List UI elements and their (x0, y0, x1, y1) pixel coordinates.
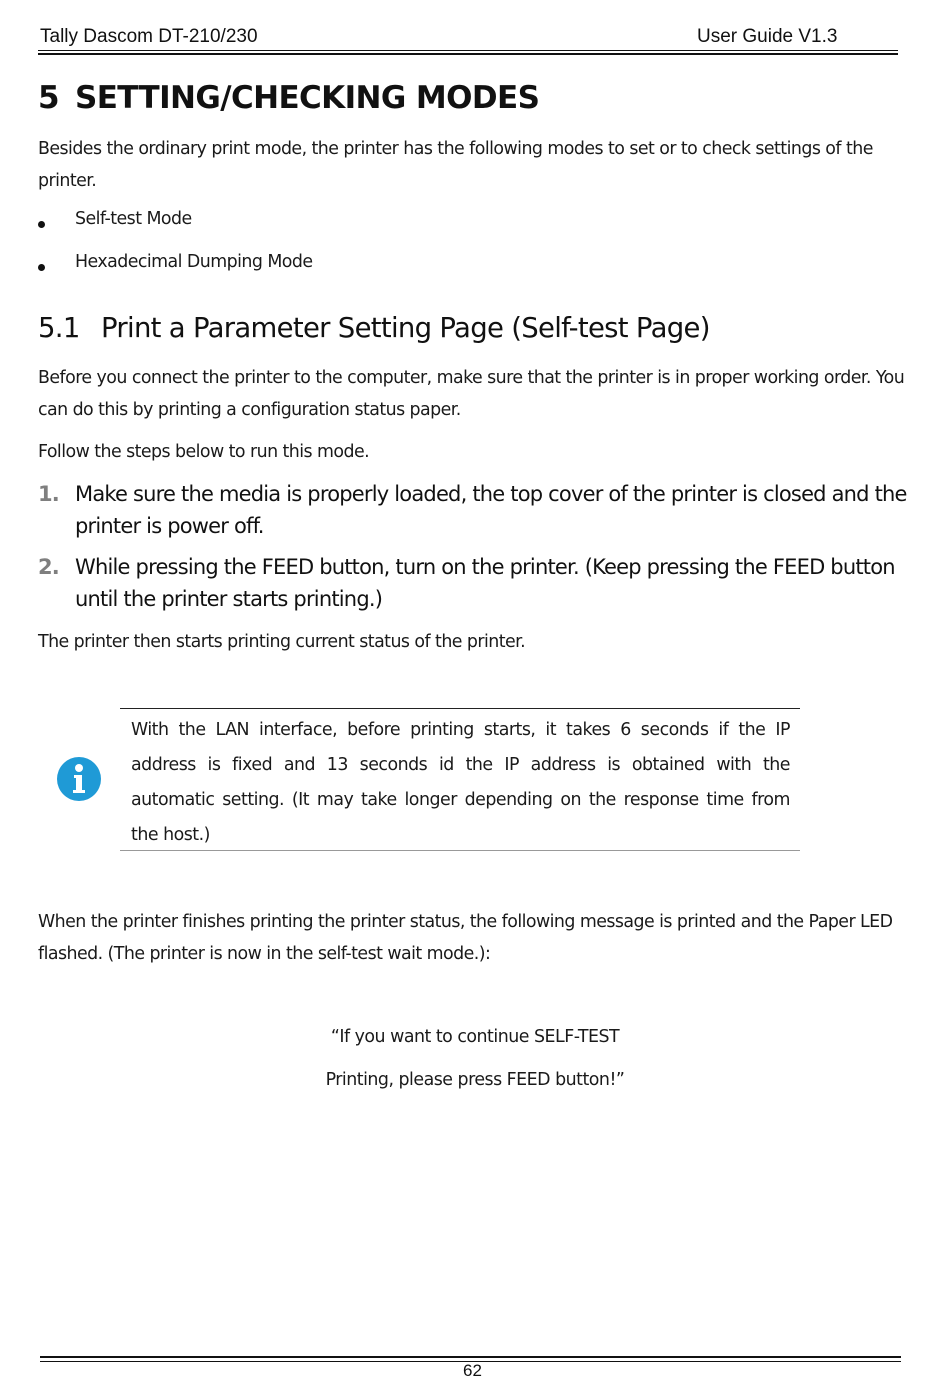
printed-message-line-1: “If you want to continue SELF-TEST (330, 1027, 620, 1047)
note-text: With the LAN interface, before printing starts, it takes 6 seconds if the IP address is fixed and 13 seconds id the IP address is obtained with the automatic setting. (It may take longer depending on the response time from the host.) (131, 720, 790, 845)
info-icon (57, 757, 101, 801)
subsection-heading (38, 312, 710, 344)
paragraph-finishes-printing: When the printer finishes printing the printer status, the following message is printed and the Paper LED flashed. (The printer is now in the self-test wait mode.): (38, 912, 893, 964)
note-rule-bottom (120, 850, 800, 851)
paragraph-follow-steps: Follow the steps below to run this mode. (38, 442, 370, 462)
section-heading (38, 80, 539, 116)
header-rule-thin (38, 50, 898, 51)
subsection-title: Print a Parameter Setting Page (Self-test Page) (101, 312, 710, 344)
step-number: 2. (38, 555, 59, 579)
bullet-dot (38, 264, 45, 271)
subsection-number: 5.1 (38, 312, 80, 344)
paragraph-starts-printing: The printer then starts printing current status of the printer. (38, 632, 526, 652)
step-item-2 (38, 551, 908, 615)
paragraph-before-connect: Before you connect the printer to the computer, make sure that the printer is in proper working order. You can do this by printing a configuration status paper. (38, 368, 905, 420)
header-guide-version: User Guide V1.3 (697, 26, 838, 47)
header-document-title: Tally Dascom DT-210/230 (40, 26, 258, 47)
section-title: SETTING/CHECKING MODES (75, 80, 540, 116)
step-text: While pressing the FEED button, turn on the printer. (Keep pressing the FEED button until the printer starts printing.) (75, 555, 895, 611)
bullet-text: Hexadecimal Dumping Mode (75, 252, 313, 272)
step-text: Make sure the media is properly loaded, the top cover of the printer is closed and the printer is power off. (75, 482, 907, 538)
note-rule-top (120, 708, 800, 709)
section-intro: Besides the ordinary print mode, the printer has the following modes to set or to check settings of the printer. (38, 139, 873, 191)
header-rule-thick (38, 53, 898, 55)
step-item-1 (38, 478, 908, 542)
printed-message-line-2: Printing, please press FEED button!” (325, 1070, 625, 1090)
bullet-dot (38, 221, 45, 228)
step-number: 1. (38, 482, 59, 506)
footer-rule-thick (40, 1356, 901, 1358)
bullet-text: Self-test Mode (75, 209, 192, 229)
page-number: 62 (463, 1361, 482, 1380)
section-number: 5 (38, 80, 59, 116)
